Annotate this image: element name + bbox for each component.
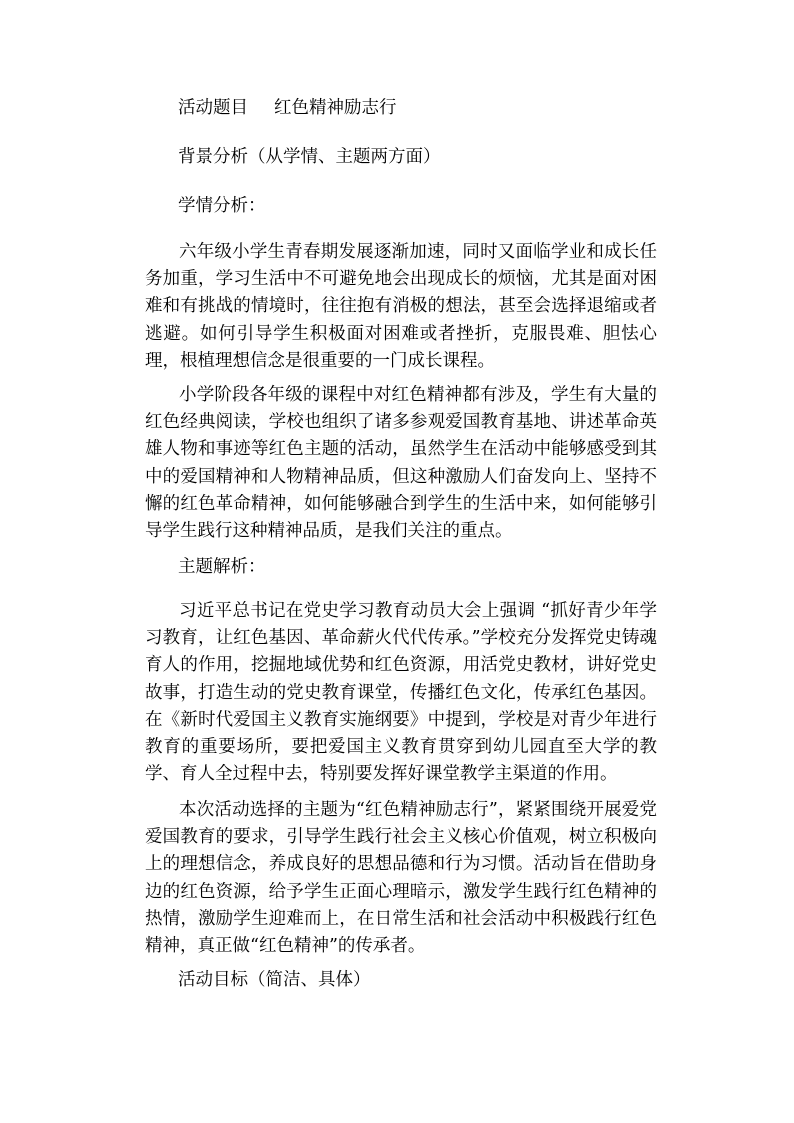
theme-paragraph-2: 本次活动选择的主题为“红色精神励志行”，紧紧围绕开展爱党爱国教育的要求，引导学生践行社会主义核心价值观，树立积极向上的理想信念，养成良好的思想品德和行为习惯。活动旨在借助身边的红色资源，给予学生正面心理暗示，激发学生践行红色精神的热情，激励学生迎难而上，在日常生活和社会活动中积极践行红色精神，真正做“红色精神”的传承者。	[145, 800, 657, 957]
activity-title-value: 红色精神励志行	[274, 98, 397, 118]
theme-paragraph-1: 习近平总书记在党史学习教育动员大会上强调 “抓好青少年学习教育，让红色基因、革命薪火代代传承。”学校充分发挥党史铸魂育人的作用，挖掘地域优势和红色资源，用活党史教材，讲好党史故事，打造生动的党史教育课堂，传播红色文化，传承红色基因。在《新时代爱国主义教育实施纲要》中提到，学校是对青少年进行教育的重要场所，要把爱国主义教育贯穿到幼儿园直至大学的教学、育人全过程中去，特别要发挥好课堂教学主渠道的作用。	[145, 601, 657, 785]
activity-title-label: 活动题目	[178, 98, 248, 118]
learning-analysis-heading: 学情分析：	[178, 196, 266, 216]
activity-goal-heading: 活动目标（简洁、具体）	[178, 970, 371, 990]
background-analysis-heading: 背景分析（从学情、主题两方面）	[178, 147, 441, 167]
learning-paragraph-1: 六年级小学生青春期发展逐渐加速，同时又面临学业和成长任务加重，学习生活中不可避免地会出现成长的烦恼，尤其是面对困难和有挑战的情境时，往往抱有消极的想法，甚至会选择退缩或者逃避。如何引导学生积极面对困难或者挫折，克服畏难、胆怯心理，根植理想信念是很重要的一门成长课程。	[145, 242, 657, 371]
theme-analysis-heading: 主题解析：	[178, 557, 266, 577]
activity-title-line	[178, 97, 397, 119]
learning-paragraph-2: 小学阶段各年级的课程中对红色精神都有涉及，学生有大量的红色经典阅读，学校也组织了诸多参观爱国教育基地、讲述革命英雄人物和事迹等红色主题的活动，虽然学生在活动中能够感受到其中的爱国精神和人物精神品质，但这种激励人们奋发向上、坚持不懈的红色革命精神，如何能够融合到学生的生活中来，如何能够引导学生践行这种精神品质，是我们关注的重点。	[145, 385, 657, 542]
